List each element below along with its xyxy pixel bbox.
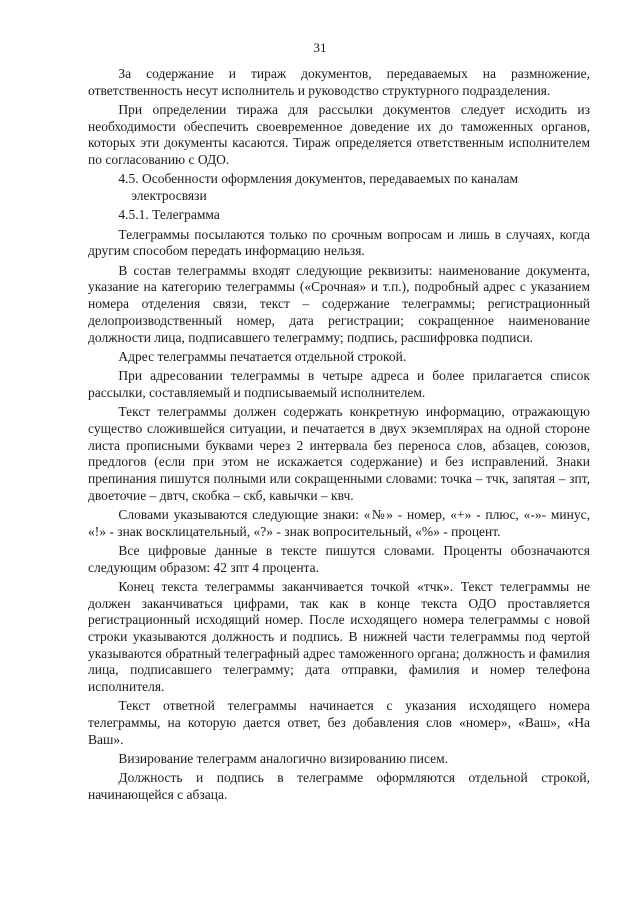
- paragraph-telegram-signature: Должность и подпись в телеграмме оформляются отдельной строкой, начинающейся с абзаца.: [88, 770, 590, 803]
- paragraph-circulation: При определении тиража для рассылки документов следует исходить из необходимости обеспечить своевременное доведение их до таможенных органов, которых эти документы касаются. Тираж определяется ответственным исполнителем по согласованию с ОДО.: [88, 102, 590, 168]
- paragraph-telegram-address: Адрес телеграммы печатается отдельной строкой.: [118, 348, 407, 364]
- paragraph-telegram-text: Текст телеграммы должен содержать конкретную информацию, отражающую существо сложившейся ситуации, и печатается в двух экземплярах на одной стороне листа прописными буквами через 2 интервала без переноса слов, абзацев, союзов, предлогов (если при этом не искажается содержание) и без исправлений. Знаки препинания пишутся полными или сокращенными словами: точка – тчк, запятая – зпт, двоеточие – двтч, скобка – скб, кавычки – квч.: [88, 404, 590, 503]
- paragraph-telegram-mailing-list: При адресовании телеграммы в четыре адреса и более прилагается список рассылки, составляемый и подписываемый исполнителем.: [88, 368, 590, 400]
- section-heading-line1: 4.5. Особенности оформления документов, передаваемых по каналам: [118, 171, 519, 187]
- paragraph-telegram-numbers: Все цифровые данные в тексте пишутся словами. Проценты обозначаются следующим образом: 42 зпт 4 процента.: [88, 542, 590, 575]
- paragraph-telegram-purpose: Телеграммы посылаются только по срочным вопросам и лишь в случаях, когда другим способом передать информацию нельзя.: [88, 226, 590, 259]
- paragraph-telegram-requisites: В состав телеграммы входят следующие реквизиты: наименование документа, указание на категорию телеграммы («Срочная» и т.п.), подробный адрес с указанием номера отделения связи, текст – содержание телеграммы; регистрационный делопроизводственный номер, дата регистрации; сокращенное наименование должности лица, подписавшего телеграмму; подпись, расшифровка подписи.: [88, 262, 590, 345]
- paragraph-responsibility: За содержание и тираж документов, передаваемых на размножение, ответственность несут исполнитель и руководство структурного подразделения.: [88, 66, 590, 98]
- page-number: 31: [313, 40, 327, 55]
- subsection-heading: 4.5.1. Телеграмма: [118, 207, 220, 223]
- paragraph-telegram-approval: Визирование телеграмм аналогично визированию писем.: [118, 751, 449, 767]
- paragraph-telegram-reply: Текст ответной телеграммы начинается с указания исходящего номера телеграммы, на которую дается ответ, без добавления слов «номер», «Ваш», «На Ваш».: [88, 698, 590, 747]
- document-body: [88, 66, 590, 806]
- paragraph-telegram-signs: Словами указываются следующие знаки: «№» - номер, «+» - плюс, «-»- минус, «!» - знак восклицательный, «?» - знак вопросительный, «%» - процент.: [88, 506, 590, 539]
- paragraph-telegram-ending: Конец текста телеграммы заканчивается точкой «тчк». Текст телеграммы не должен заканчиваться цифрами, так как в конце текста ОДО проставляется регистрационный исходящий номер. После исходящего номера телеграммы с новой строки указываются должность и подпись. В нижней части телеграммы под чертой указываются обратный телеграфный адрес таможенного органа; должность и фамилия лица, подписавшего телеграмму; дата отправки, фамилия и номер телефона исполнителя.: [88, 578, 590, 695]
- section-heading: [88, 171, 590, 204]
- section-heading-line2: электросвязи: [131, 188, 207, 204]
